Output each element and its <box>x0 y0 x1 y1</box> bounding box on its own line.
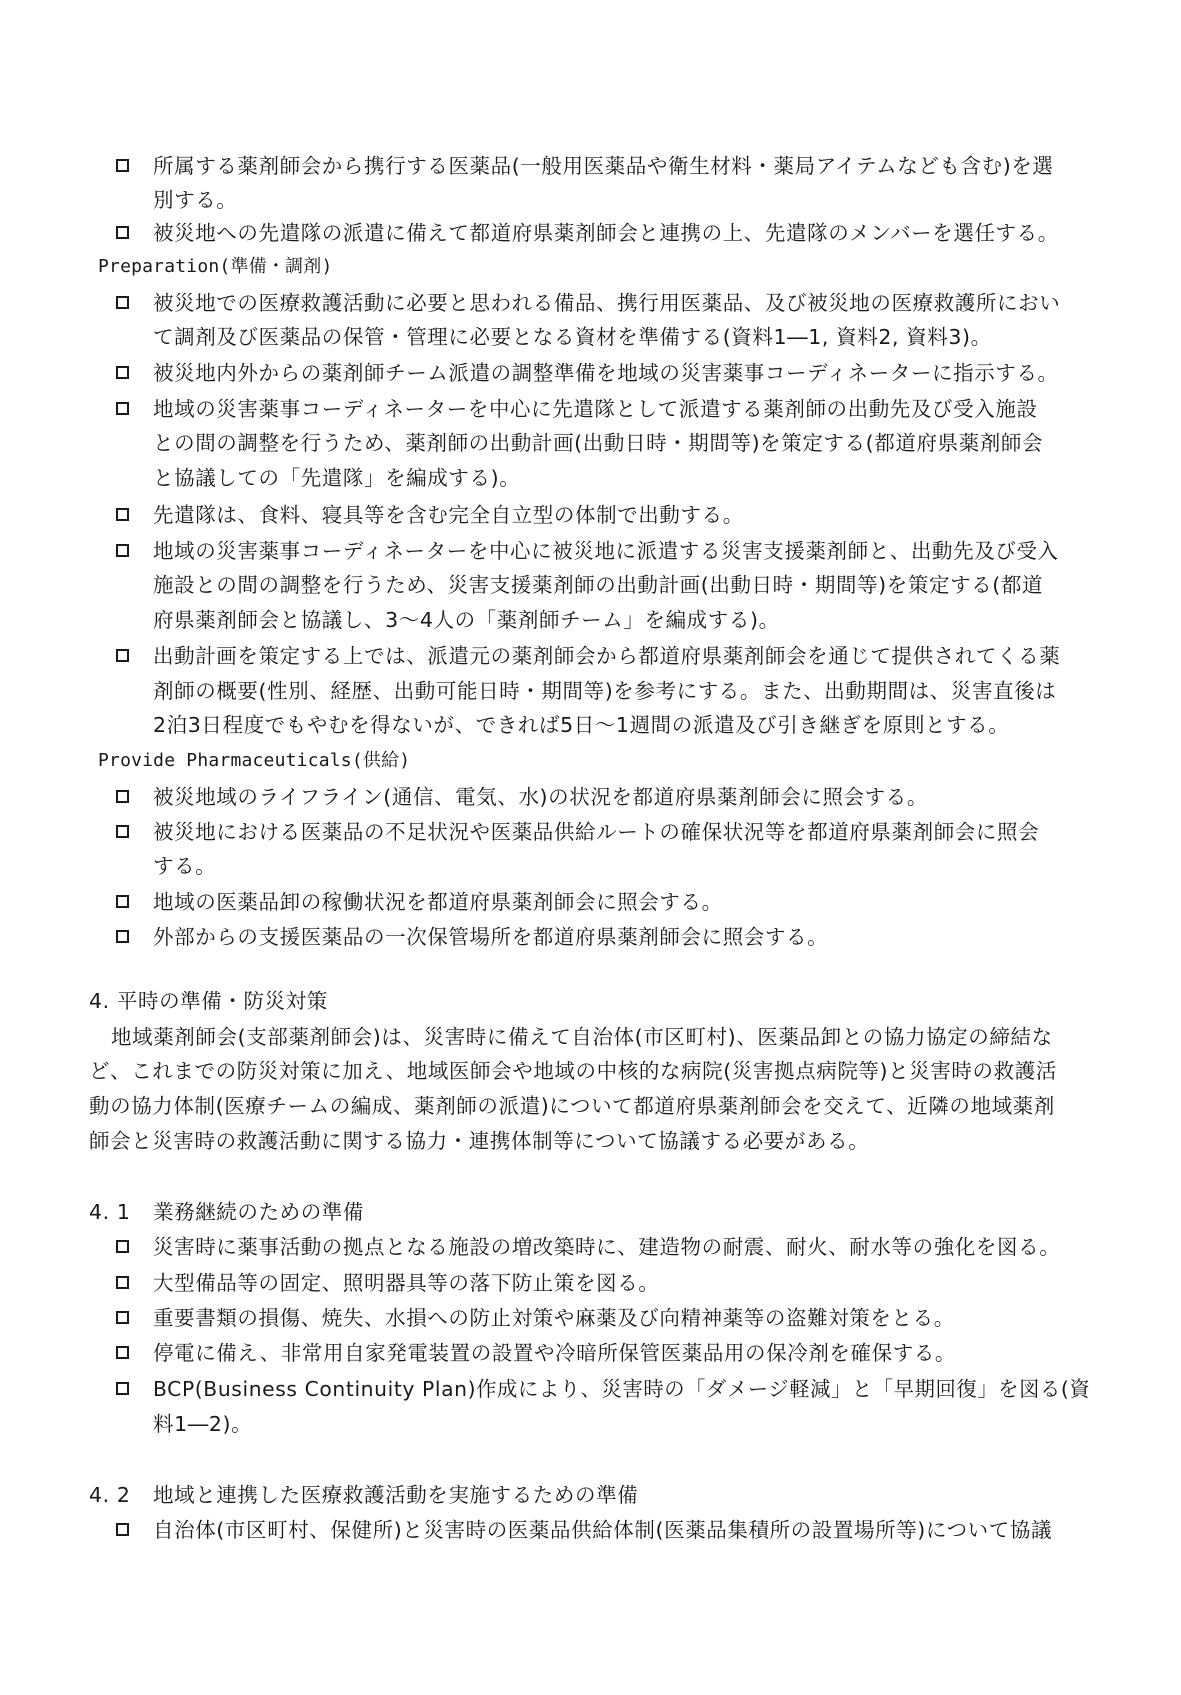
list-item: 地域の医薬品卸の稼働状況を都道府県薬剤師会に照会する。 <box>153 890 723 914</box>
section-heading-4-1-text: 業務継続のための準備 <box>153 1200 364 1224</box>
checkbox-icon <box>116 366 129 379</box>
list-item-continuation: する。 <box>153 854 217 878</box>
checkbox-icon <box>116 159 129 172</box>
list-item-continuation: 2泊3日程度でもやむを得ないが、できれば5日～1週間の派遣及び引き継ぎを原則とする。 <box>153 713 1010 737</box>
list-item-continuation: て調剤及び医薬品の保管・管理に必要となる資材を準備する(資料1―1, 資料2, 資料3)。 <box>153 325 992 349</box>
list-item: 被災地での医療救護活動に必要と思われる備品、携行用医薬品、及び被災地の医療救護所におい <box>153 291 1061 315</box>
list-item: 自治体(市区町村、保健所)と災害時の医薬品供給体制(医薬品集積所の設置場所等)について協議 <box>153 1518 1053 1542</box>
list-item-continuation: と協議しての「先遣隊」を編成する)。 <box>153 466 521 490</box>
list-item: 所属する薬剤師会から携行する医薬品(一般用医薬品や衛生材料・薬局アイテムなども含む)を選 <box>153 154 1054 178</box>
checkbox-icon <box>116 825 129 838</box>
checkbox-icon <box>116 296 129 309</box>
section-heading-preparation: Preparation(準備・調剤) <box>98 256 333 277</box>
checkbox-icon <box>116 790 129 803</box>
paragraph-line: 師会と災害時の救護活動に関する協力・連携体制等について協議する必要がある。 <box>89 1129 870 1153</box>
list-item-continuation: 剤師の概要(性別、経歴、出動可能日時・期間等)を参考にする。また、出動期間は、災害直後は <box>153 679 1057 703</box>
list-item-continuation: 別する。 <box>153 188 238 212</box>
list-item: 停電に備え、非常用自家発電装置の設置や冷暗所保管医薬品用の保冷剤を確保する。 <box>153 1341 957 1365</box>
list-item-continuation: 施設との間の調整を行うため、災害支援薬剤師の出動計画(出動日時・期間等)を策定する(都道 <box>153 573 1044 597</box>
checkbox-icon <box>116 1523 129 1536</box>
checkbox-icon <box>116 895 129 908</box>
section-heading-4-1-number: 4. 1 <box>89 1200 131 1224</box>
checkbox-icon <box>116 1240 129 1253</box>
list-item: BCP(Business Continuity Plan)作成により、災害時の「ダメージ軽減」と「早期回復」を図る(資 <box>153 1377 1091 1401</box>
list-item: 重要書類の損傷、焼失、水損への防止対策や麻薬及び向精神薬等の盗難対策をとる。 <box>153 1306 955 1330</box>
list-item: 出動計画を策定する上では、派遣元の薬剤師会から都道府県薬剤師会を通じて提供されてくる薬 <box>153 644 1061 668</box>
list-item: 被災地への先遣隊の派遣に備えて都道府県薬剤師会と連携の上、先遣隊のメンバーを選任する。 <box>153 221 1059 245</box>
list-item: 災害時に薬事活動の拠点となる施設の増改築時に、建造物の耐震、耐火、耐水等の強化を図る。 <box>153 1235 1061 1259</box>
list-item: 被災地域のライフライン(通信、電気、水)の状況を都道府県薬剤師会に照会する。 <box>153 785 928 809</box>
checkbox-icon <box>116 1346 129 1359</box>
section-heading-4-2-text: 地域と連携した医療救護活動を実施するための準備 <box>153 1483 639 1507</box>
list-item: 先遣隊は、食料、寝具等を含む完全自立型の体制で出動する。 <box>153 503 744 527</box>
list-item-continuation: 料1―2)。 <box>153 1412 253 1436</box>
checkbox-icon <box>116 402 129 415</box>
paragraph-line: 地域薬剤師会(支部薬剤師会)は、災害時に備えて自治体(市区町村)、医薬品卸との協力協定の締結な <box>111 1025 1053 1049</box>
section-heading-4-2-number: 4. 2 <box>89 1483 131 1507</box>
checkbox-icon <box>116 1311 129 1324</box>
list-item-continuation: との間の調整を行うため、薬剤師の出動計画(出動日時・期間等)を策定する(都道府県薬剤師会 <box>153 431 1044 455</box>
section-heading-4: 4. 平時の準備・防災対策 <box>89 989 328 1013</box>
list-item: 被災地内外からの薬剤師チーム派遣の調整準備を地域の災害薬事コーディネーターに指示する。 <box>153 361 1059 385</box>
checkbox-icon <box>116 508 129 521</box>
list-item: 地域の災害薬事コーディネーターを中心に被災地に派遣する災害支援薬剤師と、出動先及び受入 <box>153 539 1059 563</box>
checkbox-icon <box>116 226 129 239</box>
checkbox-icon <box>116 544 129 557</box>
checkbox-icon <box>116 1382 129 1395</box>
checkbox-icon <box>116 1276 129 1289</box>
paragraph-line: 動の協力体制(医療チームの編成、薬剤師の派遣)について都道府県薬剤師会を交えて、近隣の地域薬剤 <box>89 1094 1055 1118</box>
list-item: 外部からの支援医薬品の一次保管場所を都道府県薬剤師会に照会する。 <box>153 925 829 949</box>
list-item-continuation: 府県薬剤師会と協議し、3～4人の「薬剤師チーム」を編成する)。 <box>153 608 780 632</box>
checkbox-icon <box>116 930 129 943</box>
list-item: 大型備品等の固定、照明器具等の落下防止策を図る。 <box>153 1271 660 1295</box>
paragraph-line: ど、これまでの防災対策に加え、地域医師会や地域の中核的な病院(災害拠点病院等)と災害時の救護活 <box>89 1059 1057 1083</box>
list-item: 地域の災害薬事コーディネーターを中心に先遣隊として派遣する薬剤師の出動先及び受入施設 <box>153 397 1038 421</box>
list-item: 被災地における医薬品の不足状況や医薬品供給ルートの確保状況等を都道府県薬剤師会に照会 <box>153 820 1040 844</box>
section-heading-provide: Provide Pharmaceuticals(供給) <box>98 750 411 771</box>
checkbox-icon <box>116 649 129 662</box>
